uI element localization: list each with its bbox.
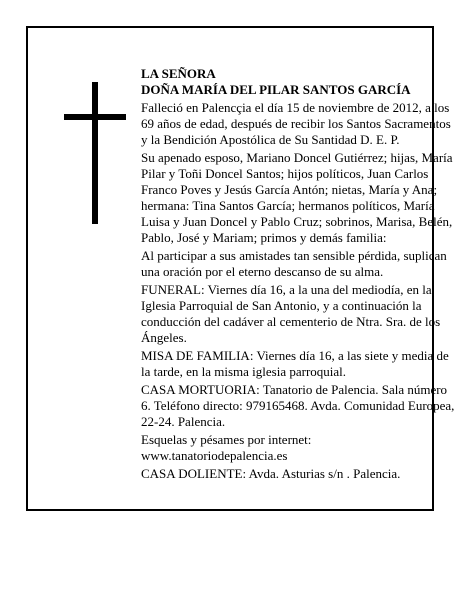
internet-condolences: Esquelas y pésames por internet: www.tanatoriodepalencia.es <box>141 432 312 463</box>
family-list: Su apenado esposo, Mariano Doncel Gutiérrez; hijas, María Pilar y Toñi Doncel Santos; hijos políticos, Juan Carlos Franco Poves y Jesús García Antón; nietas, María y Ana; hermana: Tina Santos García; hermanos políticos, María Luisa y Juan Doncel y Pablo Cruz; sobrinos, Marisa, Belén, Pablo, José y Mariam; primos y demás familia: <box>141 150 453 245</box>
obituary-notice <box>26 26 455 511</box>
mortuary-info: CASA MORTUORIA: Tanatorio de Palencia. Sala número 6. Teléfono directo: 979165468. Avda. Comunidad Europea, 22-24. Palencia. <box>141 382 455 429</box>
notice-text <box>141 66 455 484</box>
death-statement: Falleció en Palencçia el día 15 de noviembre de 2012, a los 69 años de edad, después de recibir los Santos Sacramentos y la Bendición Apostólica de Su Santidad D. E. P. <box>141 100 451 147</box>
home-address: CASA DOLIENTE: Avda. Asturias s/n . Palencia. <box>141 466 401 481</box>
honorific: LA SEÑORA <box>141 66 216 81</box>
prayer-request: Al participar a sus amistades tan sensible pérdida, suplican una oración por el eterno descanso de su alma. <box>141 248 447 279</box>
deceased-name: DOÑA MARÍA DEL PILAR SANTOS GARCÍA <box>141 82 411 97</box>
funeral-info: FUNERAL: Viernes día 16, a la una del mediodía, en la Iglesia Parroquial de San Antonio, y a continuación la conducción del cadáver al cementerio de Ntra. Sra. de los Ángeles. <box>141 282 441 345</box>
family-mass-info: MISA DE FAMILIA: Viernes día 16, a las siete y media de la tarde, en la misma iglesia parroquial. <box>141 348 449 379</box>
